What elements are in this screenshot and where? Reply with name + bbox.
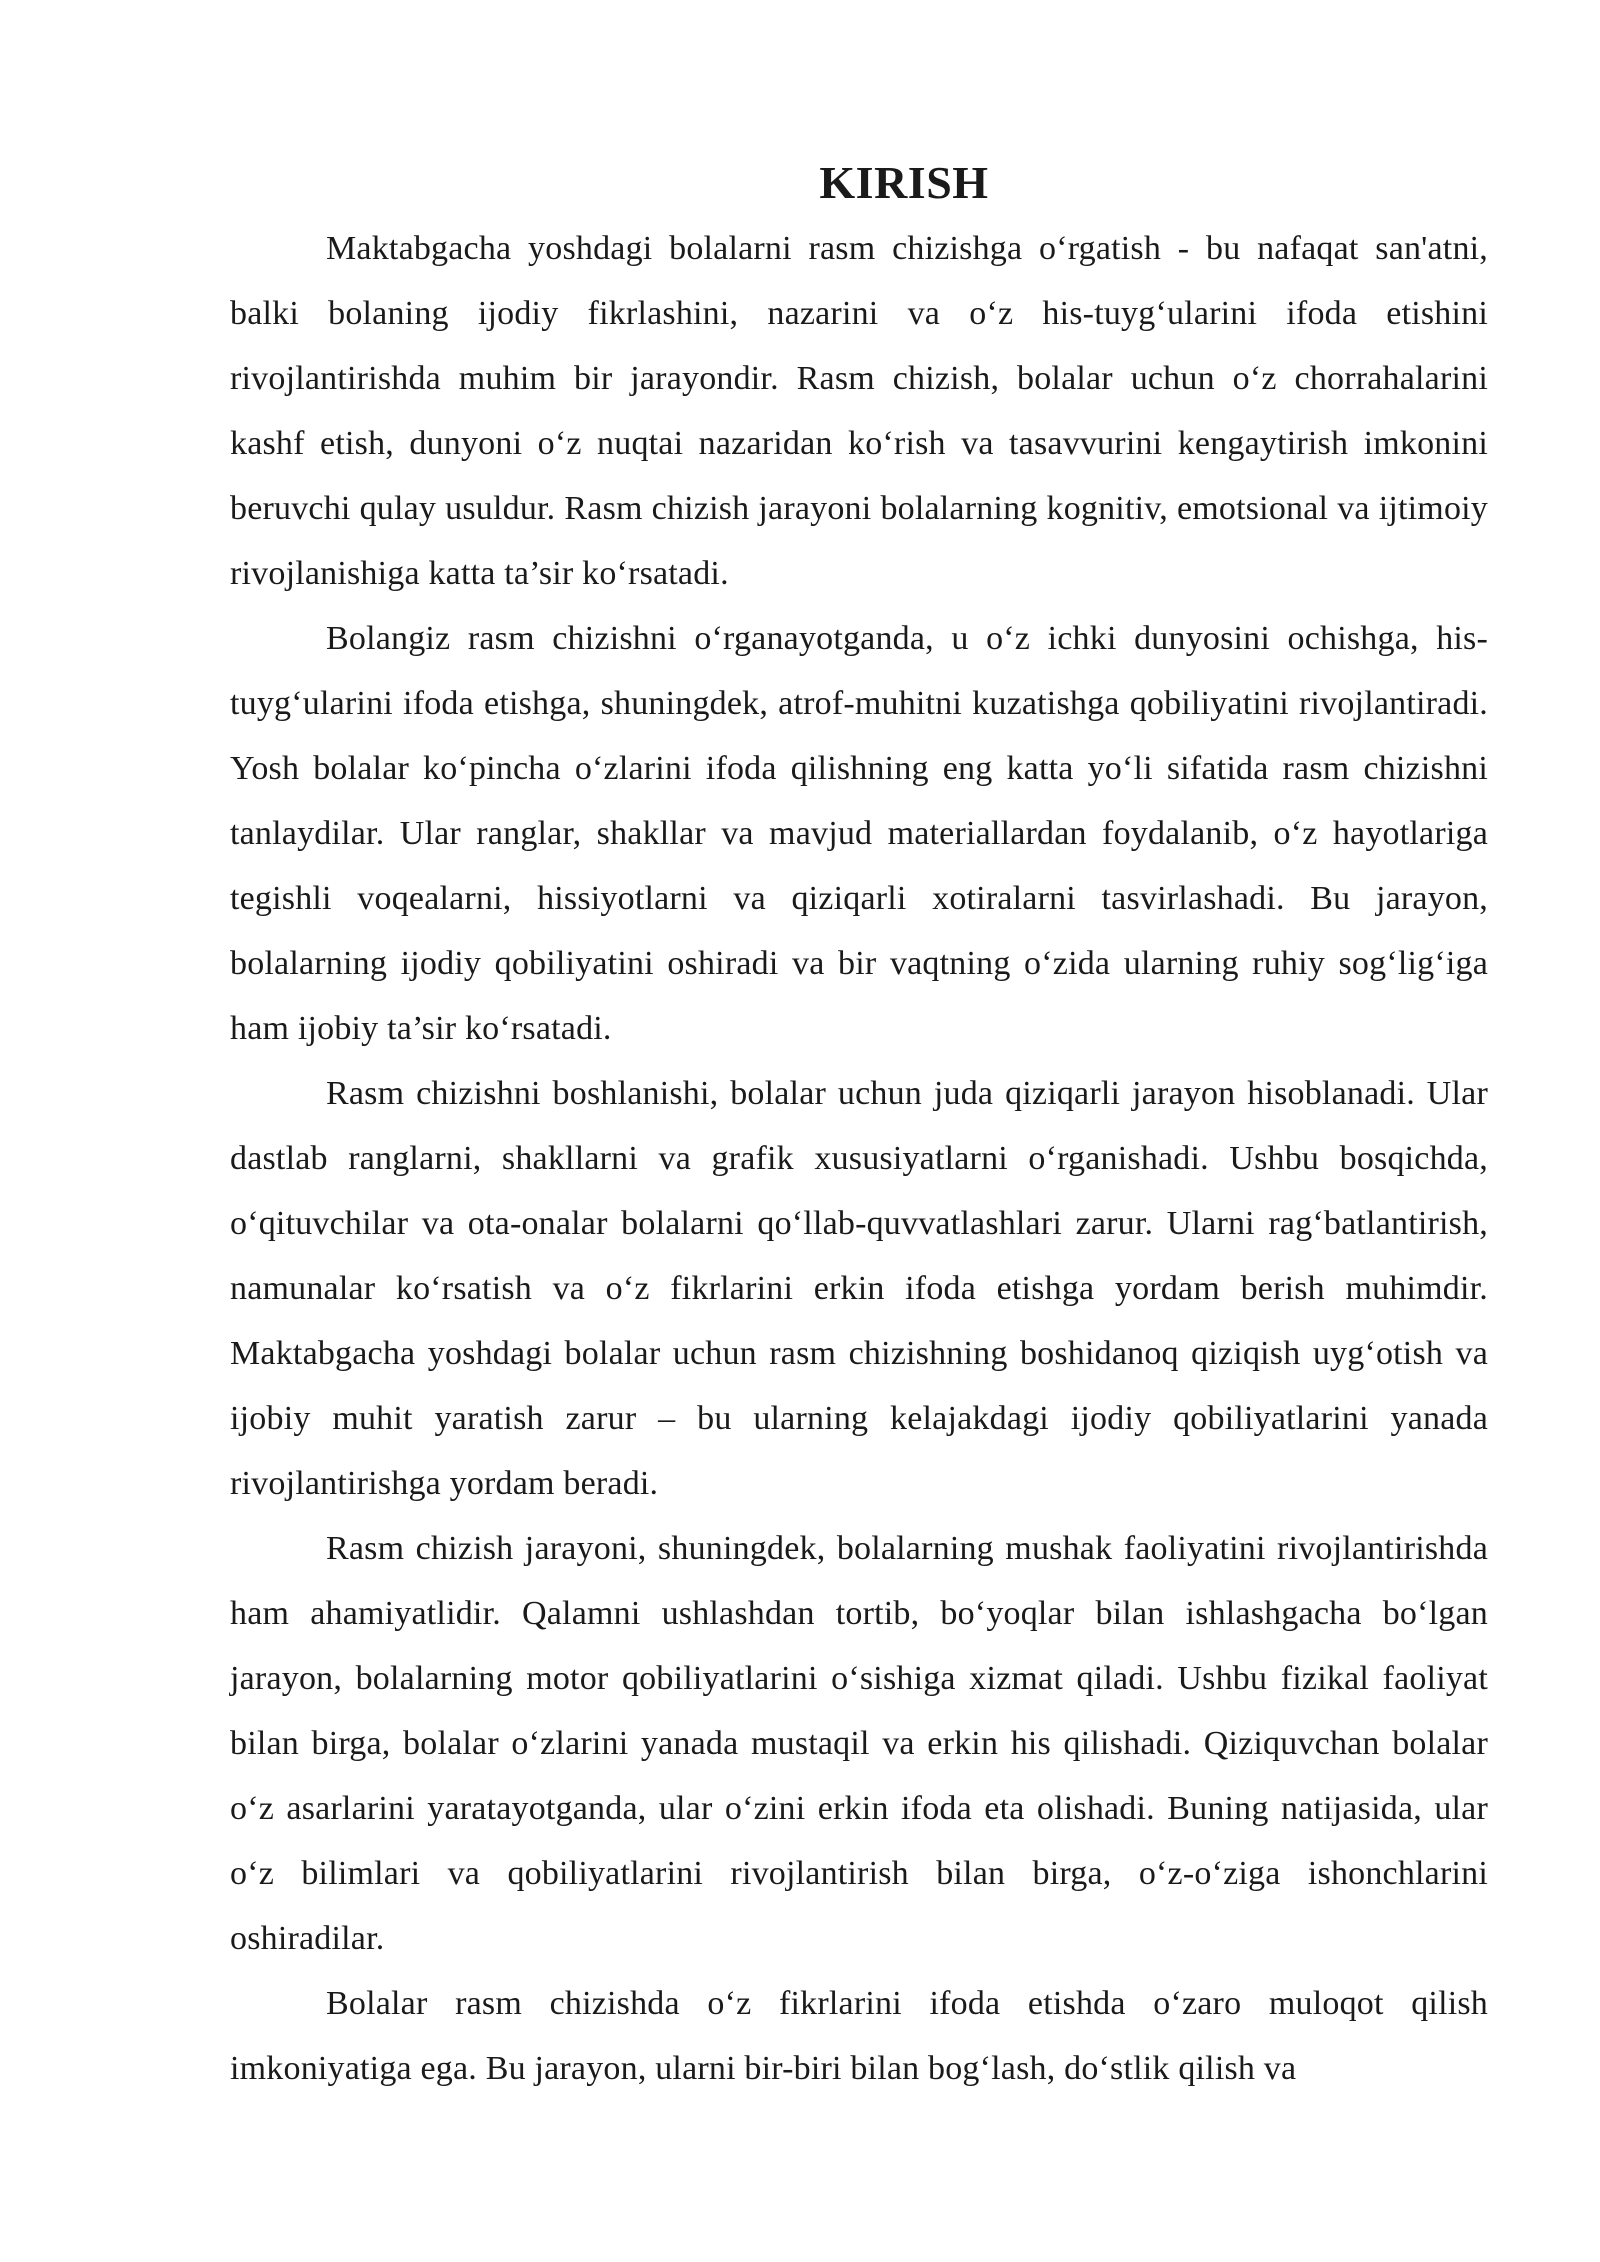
paragraph-4: Rasm chizish jarayoni, shuningdek, bolalarning mushak faoliyatini rivojlantirishda ham ahamiyatlidir. Qalamni ushlashdan tortib, bo‘yoqlar bilan ishlashgacha bo‘lgan jarayon, bolalarning motor qobiliyatlarini o‘sishiga xizmat qiladi. Ushbu fizikal faoliyat bilan birga, bolalar o‘zlarini yanada mustaqil va erkin his qilishadi. Qiziquvchan bolalar o‘z asarlarini yaratayotganda, ular o‘zini erkin ifoda eta olishadi. Buning natijasida, ular o‘z bilimlari va qobiliyatlarini rivojlantirish bilan birga, o‘z-o‘ziga ishonchlarini oshiradilar. [230,1530,1488,1957]
paragraph-1: Maktabgacha yoshdagi bolalarni rasm chizishga o‘rgatish - bu nafaqat san'atni, balki bolaning ijodiy fikrlashini, nazarini va o‘z his-tuyg‘ularini ifoda etishini rivojlantirishda muhim bir jarayondir. Rasm chizish, bolalar uchun o‘z chorrahalarini kashf etish, dunyoni o‘z nuqtai nazaridan ko‘rish va tasavvurini kengaytirish imkonini beruvchi qulay usuldur. Rasm chizish jarayoni bolalarning kognitiv, emotsional va ijtimoiy rivojlanishiga katta ta’sir ko‘rsatadi. [230,230,1488,592]
page-title: KIRISH [819,157,989,208]
paragraph-2: Bolangiz rasm chizishni o‘rganayotganda, u o‘z ichki dunyosini ochishga, his-tuyg‘ularini ifoda etishga, shuningdek, atrof-muhitni kuzatishga qobiliyatini rivojlantiradi. Yosh bolalar ko‘pincha o‘zlarini ifoda qilishning eng katta yo‘li sifatida rasm chizishni tanlaydilar. Ular ranglar, shakllar va mavjud materiallardan foydalanib, o‘z hayotlariga tegishli voqealarni, hissiyotlarni va qiziqarli xotiralarni tasvirlashadi. Bu jarayon, bolalarning ijodiy qobiliyatini oshiradi va bir vaqtning o‘zida ularning ruhiy sog‘lig‘iga ham ijobiy ta’sir ko‘rsatadi. [230,620,1488,1047]
paragraph-3: Rasm chizishni boshlanishi, bolalar uchun juda qiziqarli jarayon hisoblanadi. Ular dastlab ranglarni, shakllarni va grafik xususiyatlarni o‘rganishadi. Ushbu bosqichda, o‘qituvchilar va ota-onalar bolalarni qo‘llab-quvvatlashlari zarur. Ularni rag‘batlantirish, namunalar ko‘rsatish va o‘z fikrlarini erkin ifoda etishga yordam berish muhimdir. Maktabgacha yoshdagi bolalar uchun rasm chizishning boshidanoq qiziqish uyg‘otish va ijobiy muhit yaratish zarur – bu ularning kelajakdagi ijodiy qobiliyatlarini yanada rivojlantirishga yordam beradi. [230,1075,1488,1502]
paragraph-5: Bolalar rasm chizishda o‘z fikrlarini ifoda etishda o‘zaro muloqot qilish imkoniyatiga ega. Bu jarayon, ularni bir-biri bilan bog‘lash, do‘stlik qilish va [230,1985,1488,2087]
document-body [230,150,1488,2101]
